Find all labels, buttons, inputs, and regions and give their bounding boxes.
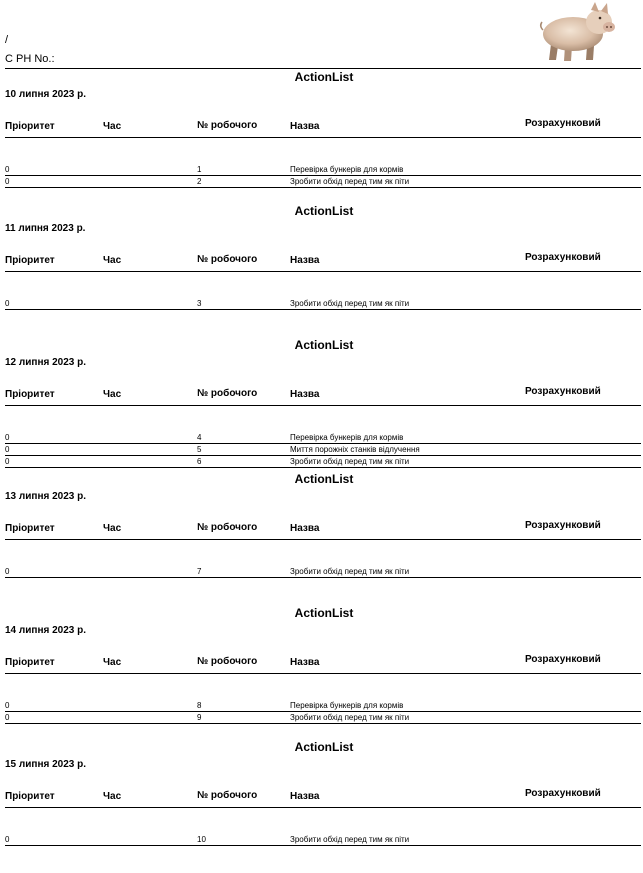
column-header-name: Назва <box>290 389 320 400</box>
column-header-priority: Пріоритет <box>5 255 55 266</box>
header-slash: / <box>5 34 9 46</box>
column-header-calculated: Розрахунковий <box>525 252 601 263</box>
table-row <box>5 834 641 846</box>
section-date: 10 липня 2023 р. <box>5 89 87 100</box>
row-name: Зробити обхід перед тим як піти <box>290 177 410 186</box>
table-row <box>5 432 641 444</box>
row-name: Зробити обхід перед тим як піти <box>290 299 410 308</box>
row-priority: 0 <box>5 299 10 308</box>
section-title: ActionList <box>294 338 354 352</box>
row-priority: 0 <box>5 713 10 722</box>
column-header-time: Час <box>103 657 122 668</box>
table-row <box>5 566 641 578</box>
column-header-row <box>5 773 641 808</box>
section-title: ActionList <box>294 740 354 754</box>
column-header-worker-no: № робочого <box>197 790 258 801</box>
column-header-worker-no: № робочого <box>197 388 258 399</box>
action-list-report <box>5 69 641 873</box>
row-worker-no: 1 <box>197 165 202 174</box>
column-header-row <box>5 371 641 406</box>
table-row <box>5 712 641 724</box>
section-title: ActionList <box>294 606 354 620</box>
column-header-calculated: Розрахунковий <box>525 788 601 799</box>
row-name: Миття порожніх станків відлучення <box>290 445 420 454</box>
action-list-section <box>5 739 641 873</box>
row-priority: 0 <box>5 835 10 844</box>
section-spacer <box>5 406 641 432</box>
pig-logo-icon <box>537 0 617 62</box>
row-name: Перевірка бункерів для кормів <box>290 165 404 174</box>
row-priority: 0 <box>5 165 10 174</box>
column-header-worker-no: № робочого <box>197 522 258 533</box>
section-spacer <box>5 674 641 700</box>
column-header-name: Назва <box>290 791 320 802</box>
column-header-row <box>5 505 641 540</box>
row-worker-no: 5 <box>197 445 202 454</box>
row-worker-no: 8 <box>197 701 202 710</box>
row-worker-no: 10 <box>197 835 206 844</box>
row-name: Перевірка бункерів для кормів <box>290 701 404 710</box>
section-title: ActionList <box>294 204 354 218</box>
column-header-worker-no: № робочого <box>197 254 258 265</box>
column-header-calculated: Розрахунковий <box>525 118 601 129</box>
row-worker-no: 4 <box>197 433 202 442</box>
column-header-calculated: Розрахунковий <box>525 654 601 665</box>
column-header-name: Назва <box>290 523 320 534</box>
column-header-time: Час <box>103 121 122 132</box>
column-header-calculated: Розрахунковий <box>525 520 601 531</box>
column-header-priority: Пріоритет <box>5 523 55 534</box>
column-header-time: Час <box>103 389 122 400</box>
row-name: Перевірка бункерів для кормів <box>290 433 404 442</box>
column-header-priority: Пріоритет <box>5 121 55 132</box>
section-date: 11 липня 2023 р. <box>5 223 86 234</box>
row-priority: 0 <box>5 445 10 454</box>
row-name: Зробити обхід перед тим як піти <box>290 567 410 576</box>
cph-number-label: C PH No.: <box>5 53 55 65</box>
row-worker-no: 6 <box>197 457 202 466</box>
action-list-section <box>5 605 641 739</box>
row-worker-no: 7 <box>197 567 202 576</box>
row-priority: 0 <box>5 567 10 576</box>
row-name: Зробити обхід перед тим як піти <box>290 713 410 722</box>
column-header-row <box>5 237 641 272</box>
row-name: Зробити обхід перед тим як піти <box>290 835 410 844</box>
section-date: 14 липня 2023 р. <box>5 625 87 636</box>
column-header-name: Назва <box>290 255 320 266</box>
column-header-priority: Пріоритет <box>5 791 55 802</box>
section-spacer <box>5 540 641 566</box>
section-title: ActionList <box>294 70 354 84</box>
column-header-row <box>5 103 641 138</box>
table-row <box>5 444 641 456</box>
row-worker-no: 3 <box>197 299 202 308</box>
table-row <box>5 298 641 310</box>
row-priority: 0 <box>5 701 10 710</box>
row-priority: 0 <box>5 433 10 442</box>
table-row <box>5 164 641 176</box>
section-date: 12 липня 2023 р. <box>5 357 87 368</box>
section-date: 15 липня 2023 р. <box>5 759 87 770</box>
row-name: Зробити обхід перед тим як піти <box>290 457 410 466</box>
section-date: 13 липня 2023 р. <box>5 491 87 502</box>
action-list-section <box>5 203 641 337</box>
column-header-worker-no: № робочого <box>197 120 258 131</box>
column-header-calculated: Розрахунковий <box>525 386 601 397</box>
column-header-name: Назва <box>290 121 320 132</box>
row-worker-no: 9 <box>197 713 202 722</box>
table-row <box>5 456 641 468</box>
row-priority: 0 <box>5 177 10 186</box>
section-title: ActionList <box>294 472 354 486</box>
column-header-priority: Пріоритет <box>5 389 55 400</box>
column-header-name: Назва <box>290 657 320 668</box>
section-spacer <box>5 138 641 164</box>
section-spacer <box>5 808 641 834</box>
section-spacer <box>5 272 641 298</box>
action-list-section <box>5 337 641 471</box>
column-header-time: Час <box>103 255 122 266</box>
table-row <box>5 700 641 712</box>
row-worker-no: 2 <box>197 177 202 186</box>
action-list-section <box>5 69 641 203</box>
table-row <box>5 176 641 188</box>
column-header-priority: Пріоритет <box>5 657 55 668</box>
action-list-section <box>5 471 641 605</box>
column-header-time: Час <box>103 791 122 802</box>
column-header-row <box>5 639 641 674</box>
column-header-worker-no: № робочого <box>197 656 258 667</box>
row-priority: 0 <box>5 457 10 466</box>
column-header-time: Час <box>103 523 122 534</box>
